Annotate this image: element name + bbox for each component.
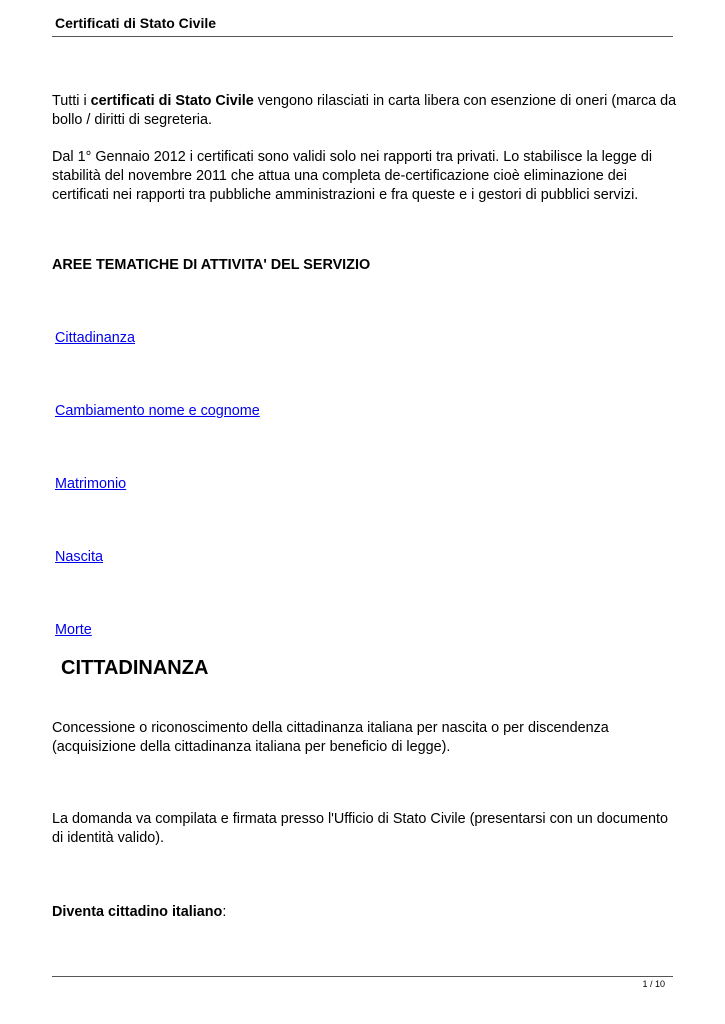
link-cambiamento-nome-cognome[interactable]: Cambiamento nome e cognome	[55, 403, 260, 419]
link-cittadinanza[interactable]: Cittadinanza	[55, 330, 135, 346]
header-divider	[52, 36, 673, 37]
link-morte[interactable]: Morte	[55, 622, 92, 638]
link-nascita[interactable]: Nascita	[55, 549, 103, 565]
intro-bold-term: certificati di Stato Civile	[90, 93, 254, 109]
cittadinanza-description: Concessione o riconoscimento della cittadinanza italiana per nascita o per discendenza (acquisizione della cittadinanza italiana per beneficio di legge).	[52, 720, 609, 755]
subheading-colon: :	[222, 904, 227, 920]
cittadinanza-subheading	[52, 903, 677, 922]
notice-paragraph: Dal 1° Gennaio 2012 i certificati sono validi solo nei rapporti tra privati. Lo stabilisce la legge di stabilità del novembre 2011 che attua una completa de-certificazione cioè eliminazione dei certificati nei rapporti tra pubbliche amministrazioni e fra queste e i gestori di pubblici servizi.	[52, 149, 653, 203]
cittadinanza-heading: CITTADINANZA	[61, 657, 209, 679]
document-header-title: Certificati di Stato Civile	[55, 15, 217, 31]
subheading-text: Diventa cittadino italiano	[52, 904, 223, 920]
page-number: 1 / 10	[642, 979, 665, 989]
intro-prefix: Tutti i	[52, 93, 91, 109]
areas-heading: AREE TEMATICHE DI ATTIVITA' DEL SERVIZIO	[52, 257, 371, 273]
intro-suffix: vengono rilasciati in carta libera con esenzione di oneri (marca da bollo / diritti di segreteria.	[52, 93, 677, 128]
footer-divider	[52, 976, 673, 977]
link-matrimonio[interactable]: Matrimonio	[55, 476, 127, 492]
intro-paragraph	[52, 92, 677, 130]
cittadinanza-procedure: La domanda va compilata e firmata presso l'Ufficio di Stato Civile (presentarsi con un documento di identità valido).	[52, 811, 668, 846]
